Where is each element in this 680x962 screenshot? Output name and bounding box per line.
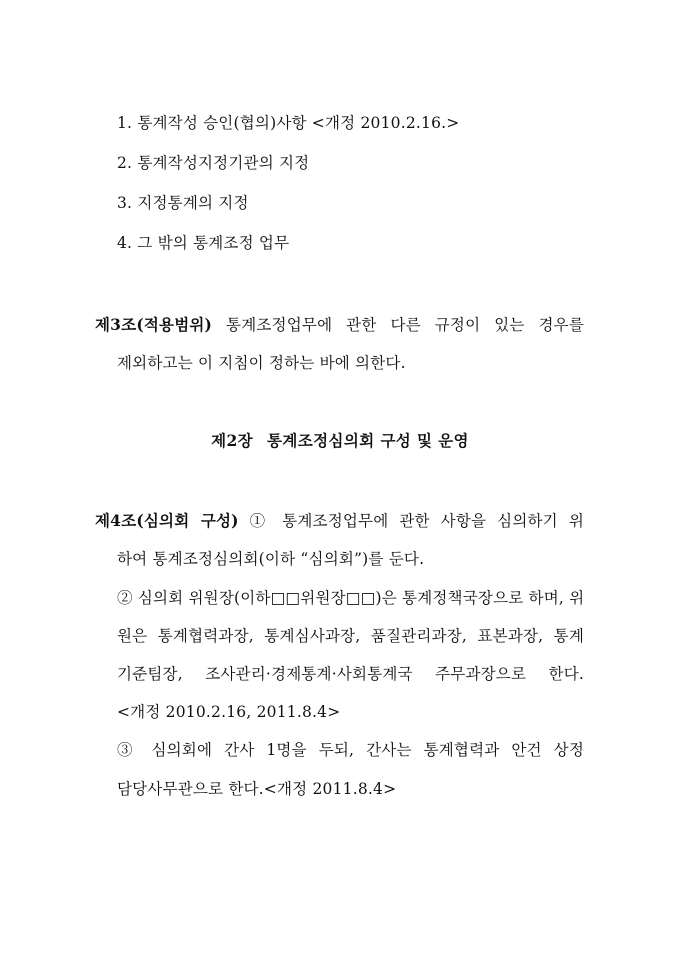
list-item: 1. 통계작성 승인(협의)사항 <개정 2010.2.16.>: [117, 114, 460, 132]
article4-p1-line2: 하여 통계조정심의회(이하 “심의회”)를 둔다.: [117, 550, 425, 568]
article4-p3-line2: 담당사무관으로 한다.<개정 2011.8.4>: [117, 780, 397, 798]
chapter-number: 제2장: [211, 431, 254, 450]
article3-line1: [95, 315, 584, 335]
chapter-title: 통계조정심의회 구성 및 운영: [267, 431, 469, 450]
article4-p2-line4: <개정 2010.2.16, 2011.8.4>: [117, 703, 341, 721]
article4-p3-line1: ③ 심의회에 간사 1명을 두되, 간사는 통계협력과 안건 상정: [117, 741, 584, 759]
list-item: 2. 통계작성지정기관의 지정: [117, 154, 310, 172]
chapter-heading: [0, 431, 680, 451]
article3-text: 통계조정업무에 관한 다른 규정이 있는 경우를: [212, 316, 584, 334]
article4-p2-line3: 기준팀장, 조사관리·경제통계·사회통계국 주무과장으로 한다.: [117, 665, 584, 683]
list-item: 3. 지정통계의 지정: [117, 194, 249, 212]
article3-heading: 제3조(적용범위): [95, 315, 213, 334]
article4-p1-line1: [95, 511, 584, 531]
article4-heading: 제4조(심의회 구성): [95, 511, 239, 530]
article3-line2: 제외하고는 이 지침이 정하는 바에 의한다.: [117, 354, 406, 372]
article4-text: ① 통계조정업무에 관한 사항을 심의하기 위: [238, 512, 584, 530]
article4-p2-line2: 원은 통계협력과장, 통계심사과장, 품질관리과장, 표본과장, 통계: [117, 627, 584, 645]
article4-p2-line1: ② 심의회 위원장(이하□□위원장□□)은 통계정책국장으로 하며, 위: [117, 589, 585, 607]
list-item: 4. 그 밖의 통계조정 업무: [117, 234, 290, 252]
